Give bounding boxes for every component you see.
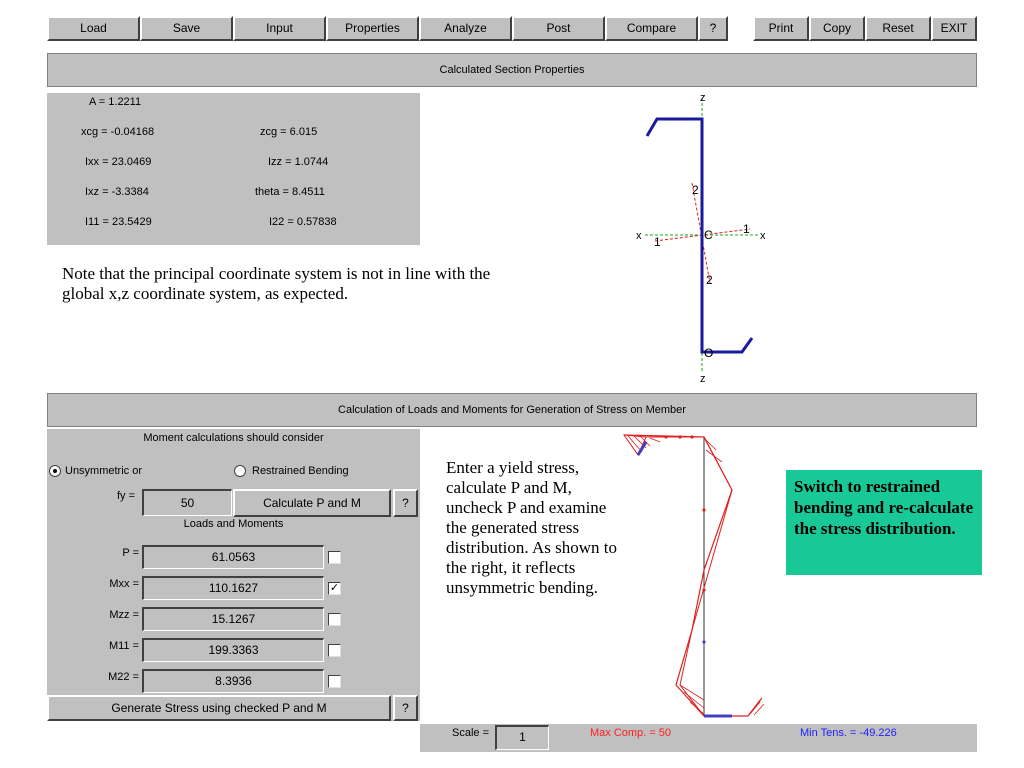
ixx-value: Ixx = 23.0469 bbox=[85, 156, 152, 168]
z-axis-bottom-label: z bbox=[700, 373, 706, 385]
section-node bbox=[675, 117, 678, 120]
i11-value: I11 = 23.5429 bbox=[85, 216, 152, 228]
calculate-help-button[interactable]: ? bbox=[393, 489, 418, 517]
section-node bbox=[700, 182, 703, 185]
calculate-p-m-button[interactable]: Calculate P and M bbox=[233, 489, 391, 517]
stress-node bbox=[678, 435, 681, 438]
stress-hatch bbox=[690, 702, 704, 714]
p-value-field[interactable]: 61.0563 bbox=[142, 545, 324, 569]
analyze-button[interactable]: Analyze bbox=[419, 16, 512, 41]
stress-node bbox=[702, 508, 705, 511]
restrained-bending-note: Switch to restrained bending and re-calculate the stress distribution. bbox=[786, 470, 982, 575]
exit-button[interactable]: EXIT bbox=[931, 16, 977, 41]
unsymmetric-radio[interactable] bbox=[49, 465, 61, 477]
restrained-label: Restrained Bending bbox=[252, 465, 349, 477]
mxx-checkbox[interactable]: ✓ bbox=[329, 582, 340, 594]
area-value: A = 1.2211 bbox=[89, 96, 142, 108]
mzz-value-field[interactable]: 15.1267 bbox=[142, 607, 324, 631]
m11-value-field[interactable]: 199.3363 bbox=[142, 638, 324, 662]
z-axis-top-label: z bbox=[700, 92, 706, 104]
stress-hatch bbox=[706, 440, 716, 450]
section-properties-panel bbox=[47, 93, 420, 245]
section-node bbox=[700, 286, 703, 289]
section-node bbox=[730, 350, 733, 353]
compare-button[interactable]: Compare bbox=[605, 16, 698, 41]
m11-checkbox[interactable] bbox=[328, 644, 341, 657]
stress-hatch bbox=[750, 702, 760, 714]
stress-node bbox=[702, 588, 705, 591]
m22-checkbox[interactable] bbox=[328, 675, 341, 688]
print-button[interactable]: Print bbox=[753, 16, 809, 41]
section-node bbox=[720, 350, 723, 353]
scale-label: Scale = bbox=[452, 727, 489, 739]
axis-1-left-label: 1 bbox=[654, 235, 661, 249]
radio-selected-dot bbox=[53, 469, 57, 473]
m11-label: M11 = bbox=[108, 640, 139, 652]
copy-button[interactable]: Copy bbox=[809, 16, 865, 41]
axis-1-right-label: 1 bbox=[743, 222, 750, 236]
stress-node bbox=[664, 435, 667, 438]
stress-node bbox=[702, 640, 705, 643]
stress-hatch bbox=[706, 450, 722, 462]
principal-axes-note: Note that the principal coordinate system is not in line with the global x,z coordinate system, as expected. bbox=[62, 264, 491, 303]
reset-button[interactable]: Reset bbox=[865, 16, 931, 41]
p-checkbox[interactable] bbox=[328, 551, 341, 564]
stress-hatch bbox=[650, 438, 660, 442]
zcg-value: zcg = 6.015 bbox=[260, 126, 318, 138]
mzz-label: Mzz = bbox=[109, 609, 139, 621]
axis-2-top-label: 2 bbox=[692, 183, 699, 197]
load-button[interactable]: Load bbox=[47, 16, 140, 41]
loads-panel bbox=[47, 429, 420, 721]
help-button[interactable]: ? bbox=[698, 16, 728, 41]
stress-scale-bar bbox=[420, 724, 977, 752]
centroid-label: C bbox=[704, 228, 713, 242]
yield-stress-note: Enter a yield stress, calculate P and M, uncheck P and examine the generated stress distribution. As shown to the right, it reflects unsymmetric bending. bbox=[446, 458, 617, 597]
section-node bbox=[665, 117, 668, 120]
mxx-value-field[interactable]: 110.1627 bbox=[142, 576, 324, 600]
ixz-value: Ixz = -3.3384 bbox=[85, 186, 149, 198]
stress-curve bbox=[624, 435, 762, 716]
unsymmetric-label: Unsymmetric or bbox=[65, 465, 143, 477]
theta-value: theta = 8.4511 bbox=[255, 186, 325, 198]
post-button[interactable]: Post bbox=[512, 16, 605, 41]
mxx-label: Mxx = bbox=[109, 578, 139, 590]
x-axis-left-label: x bbox=[636, 230, 642, 242]
izz-value: Izz = 1.0744 bbox=[268, 156, 329, 168]
save-button[interactable]: Save bbox=[140, 16, 233, 41]
min-tens-value: Min Tens. = -49.226 bbox=[800, 727, 897, 739]
origin-label: O bbox=[704, 346, 714, 360]
mzz-checkbox[interactable] bbox=[328, 613, 341, 626]
section-plot bbox=[600, 88, 800, 388]
member-outline bbox=[646, 437, 748, 716]
fy-label: fy = bbox=[117, 490, 136, 502]
xcg-value: xcg = -0.04168 bbox=[81, 126, 155, 138]
x-axis-right-label: x bbox=[760, 230, 766, 242]
stress-distribution-plot bbox=[620, 430, 780, 722]
m22-value-field[interactable]: 8.3936 bbox=[142, 669, 324, 693]
loads-moments-header: Loads and Moments bbox=[183, 518, 284, 530]
moment-calc-header: Moment calculations should consider bbox=[143, 432, 324, 444]
p-label: P = bbox=[122, 547, 139, 559]
fy-input[interactable]: 50 bbox=[142, 489, 232, 516]
section-properties-title: Calculated Section Properties bbox=[47, 53, 977, 87]
loads-moments-title: Calculation of Loads and Moments for Generation of Stress on Member bbox=[47, 393, 977, 427]
section-node bbox=[685, 117, 688, 120]
generate-help-button[interactable]: ? bbox=[393, 695, 418, 721]
stress-hatch bbox=[680, 685, 704, 700]
m22-label: M22 = bbox=[108, 671, 139, 683]
stress-node bbox=[690, 435, 693, 438]
restrained-radio[interactable] bbox=[234, 465, 246, 477]
axis-2-bottom-label: 2 bbox=[706, 273, 713, 287]
scale-input[interactable]: 1 bbox=[495, 725, 549, 750]
generate-stress-button[interactable]: Generate Stress using checked P and M bbox=[47, 695, 391, 721]
properties-button[interactable]: Properties bbox=[326, 16, 419, 41]
stress-envelope bbox=[624, 435, 760, 716]
i22-value: I22 = 0.57838 bbox=[269, 216, 337, 228]
max-comp-value: Max Comp. = 50 bbox=[590, 727, 672, 739]
input-button[interactable]: Input bbox=[233, 16, 326, 41]
